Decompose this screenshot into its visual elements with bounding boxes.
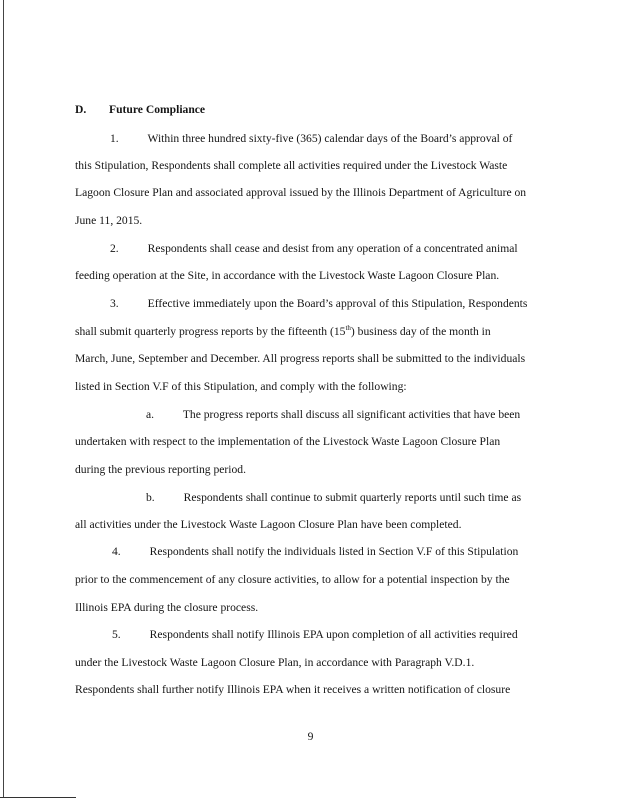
- paragraph-3a-line-1: a. The progress reports shall discuss all significant activities that have been: [146, 408, 521, 421]
- paragraph-3b-line-2: all activities under the Livestock Waste Lagoon Closure Plan have been completed.: [75, 518, 462, 531]
- paragraph-3a-line-2: undertaken with respect to the implementation of the Livestock Waste Lagoon Closure Plan: [75, 435, 501, 448]
- paragraph-1-line-3: Lagoon Closure Plan and associated approval issued by the Illinois Department of Agriculture on: [75, 186, 527, 199]
- paragraph-3-line-1: 3. Effective immediately upon the Board’s approval of this Stipulation, Respondents: [110, 297, 528, 310]
- paragraph-2-line-1: 2. Respondents shall cease and desist from any operation of a concentrated animal: [110, 242, 518, 255]
- paragraph-3b-line-1: b. Respondents shall continue to submit quarterly reports until such time as: [146, 491, 522, 504]
- page-number: 9: [307, 730, 314, 743]
- scan-edge-bottom: [0, 797, 76, 798]
- scan-edge-left: [3, 0, 4, 798]
- paragraph-5-line-3: Respondents shall further notify Illinois EPA when it receives a written notification of closure: [75, 683, 511, 696]
- paragraph-2-line-2: feeding operation at the Site, in accordance with the Livestock Waste Lagoon Closure Plan.: [75, 269, 500, 282]
- paragraph-4-line-3: Illinois EPA during the closure process.: [75, 601, 259, 614]
- paragraph-1-line-4: June 11, 2015.: [75, 214, 143, 227]
- paragraph-3a-line-3: during the previous reporting period.: [75, 463, 246, 476]
- paragraph-4-line-1: 4. Respondents shall notify the individuals listed in Section V.F of this Stipulation: [112, 545, 519, 558]
- paragraph-5-line-1: 5. Respondents shall notify Illinois EPA upon completion of all activities required: [112, 628, 518, 641]
- paragraph-3-line-3: March, June, September and December. All progress reports shall be submitted to the individuals: [75, 352, 526, 365]
- paragraph-3-line-2: shall submit quarterly progress reports by the fifteenth (15th) business day of the month in: [75, 324, 491, 338]
- paragraph-4-line-2: prior to the commencement of any closure activities, to allow for a potential inspection by the: [75, 573, 510, 586]
- section-title: Future Compliance: [109, 103, 206, 116]
- paragraph-1-line-1: 1. Within three hundred sixty-five (365) calendar days of the Board’s approval of: [110, 132, 513, 145]
- paragraph-1-line-2: this Stipulation, Respondents shall complete all activities required under the Livestock Waste: [75, 159, 508, 172]
- paragraph-3-line-4: listed in Section V.F of this Stipulation, and comply with the following:: [75, 380, 407, 393]
- paragraph-5-line-2: under the Livestock Waste Lagoon Closure Plan, in accordance with Paragraph V.D.1.: [75, 656, 475, 669]
- section-letter: D.: [75, 103, 87, 116]
